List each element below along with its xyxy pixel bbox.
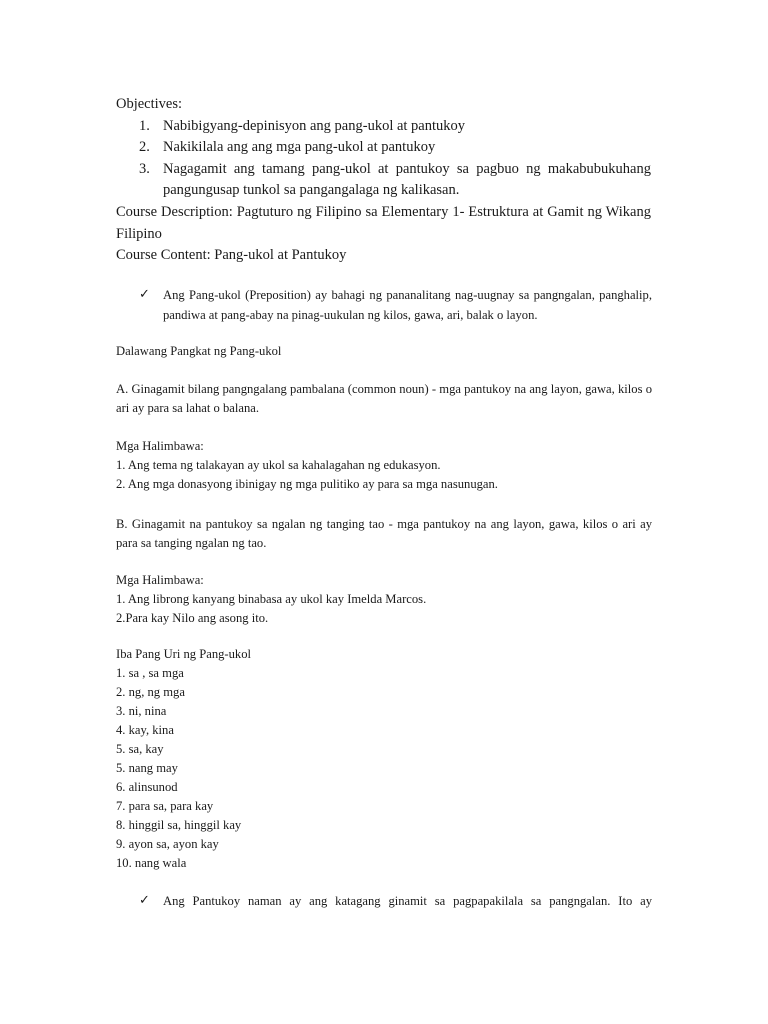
checkmark-icon: ✓ <box>139 286 150 301</box>
list-item: 7. para sa, para kay <box>116 799 214 813</box>
objective-number: 2. <box>139 139 150 156</box>
examples-b-heading: Mga Halimbawa: <box>116 573 204 587</box>
course-description: Course Description: Pagtuturo ng Filipino sa Elementary 1- Estruktura at Gamit ng Wikang Filipino <box>116 203 651 242</box>
bullet-pantukoy-text: Ang Pantukoy naman ay ang katagang ginamit sa pagpapakilala sa pangngalan. Ito ay <box>163 894 652 908</box>
list-item: 9. ayon sa, ayon kay <box>116 837 219 851</box>
checkmark-icon: ✓ <box>139 892 150 907</box>
list-item: 1. sa , sa mga <box>116 666 184 680</box>
example-item: 2.Para kay Nilo ang asong ito. <box>116 611 269 625</box>
objective-item <box>116 137 651 159</box>
list-item: 4. kay, kina <box>116 723 174 737</box>
list-item: 3. ni, nina <box>116 704 167 718</box>
objective-text: Nagagamit ang tamang pang-ukol at pantukoy sa pagbuo ng makabubukuhang pangungusap tunkol sa pangangalaga ng kalikasan. <box>163 160 651 199</box>
objectives-heading: Objectives: <box>116 96 183 112</box>
examples-a-heading: Mga Halimbawa: <box>116 439 204 453</box>
objectives-list <box>116 116 651 202</box>
examples-b <box>116 571 652 628</box>
objective-item <box>116 159 651 202</box>
list-item: 8. hinggil sa, hinggil kay <box>116 818 242 832</box>
section-a-text: A. Ginagamit bilang pangngalang pambalana (common noun) - mga pantukoy na ang layon, gawa, kilos o ari ay para sa lahat o balana. <box>116 382 652 415</box>
other-types <box>116 645 652 873</box>
list-item: 6. alinsunod <box>116 780 178 794</box>
examples-a <box>116 437 652 494</box>
list-item: 5. sa, kay <box>116 742 164 756</box>
section-title-text: Dalawang Pangkat ng Pang-ukol <box>116 344 282 358</box>
section-a <box>116 380 652 418</box>
bullet-pantukoy <box>163 892 652 912</box>
objective-text: Nabibigyang-depinisyon ang pang-ukol at pantukoy <box>163 117 466 134</box>
section-b <box>116 515 652 553</box>
example-item: 2. Ang mga donasyong ibinigay ng mga pulitiko ay para sa mga nasunugan. <box>116 477 498 491</box>
list-item: 5. nang may <box>116 761 178 775</box>
objective-item <box>116 116 651 138</box>
section-title <box>116 344 652 359</box>
bullet-pang-ukol <box>163 286 652 325</box>
objective-number: 3. <box>139 160 150 177</box>
example-item: 1. Ang librong kanyang binabasa ay ukol kay Imelda Marcos. <box>116 592 427 606</box>
header-block <box>116 94 651 267</box>
list-item: 2. ng, ng mga <box>116 685 185 699</box>
other-types-heading: Iba Pang Uri ng Pang-ukol <box>116 647 252 661</box>
course-content: Course Content: Pang-ukol at Pantukoy <box>116 247 347 264</box>
objective-number: 1. <box>139 117 150 134</box>
list-item: 10. nang wala <box>116 856 187 870</box>
objective-text: Nakikilala ang ang mga pang-ukol at pantukoy <box>163 139 436 156</box>
section-b-text: B. Ginagamit na pantukoy sa ngalan ng tanging tao - mga pantukoy na ang layon, gawa, kilos o ari ay para sa tanging ngalan ng tao. <box>116 517 652 550</box>
bullet-pang-ukol-text: Ang Pang-ukol (Preposition) ay bahagi ng pananalitang nag-uugnay sa pangngalan, panghalip, pandiwa at pang-abay na pinag-uukulan ng kilos, gawa, ari, balak o layon. <box>163 288 652 322</box>
example-item: 1. Ang tema ng talakayan ay ukol sa kahalagahan ng edukasyon. <box>116 458 441 472</box>
